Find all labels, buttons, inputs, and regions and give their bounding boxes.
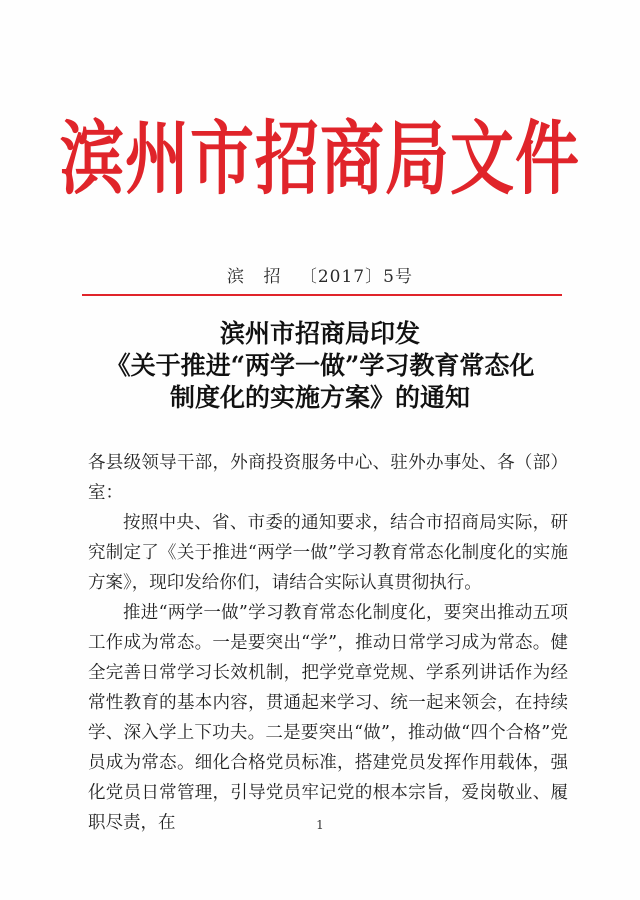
addressee-line: 各县级领导干部，外商投资服务中心、驻外办事处、各（部）室： <box>88 453 568 503</box>
document-number <box>0 262 640 287</box>
page-number: 1 <box>316 818 324 832</box>
title-line-3: 制度化的实施方案》的通知 <box>169 383 470 412</box>
doc-number-type: 招 <box>263 267 282 287</box>
title-line-2: 《关于推进“两学一做”学习教育常态化 <box>105 351 535 380</box>
title-line-1: 滨州市招商局印发 <box>219 319 420 348</box>
red-divider-line <box>82 294 562 296</box>
doc-number-year: 〔2017〕5号 <box>299 267 413 287</box>
body-paragraph-1: 按照中央、省、市委的通知要求，结合市招商局实际，研究制定了《关于推进“两学一做”学习教育常态化制度化的实施方案》，现印发给你们，请结合实际认真贯彻执行。 <box>88 513 568 593</box>
issuer-header: 滨州市招商局文件 <box>60 112 580 207</box>
document-title <box>0 318 640 414</box>
document-body <box>88 448 568 838</box>
body-paragraph-2: 推进“两学一做”学习教育常态化制度化，要突出推动五项工作成为常态。一是要突出“学”，推动日常学习成为常态。健全完善日常学习长效机制，把学党章党规、学系列讲话作为经常性教育的基本内容，贯通起来学习、统一起来领会，在持续学、深入学上下功夫。二是要突出“做”，推动做“四个合格”党员成为常态。细化合格党员标准，搭建党员发挥作用载体，强化党员日常管理，引导党员牢记党的根本宗旨，爱岗敬业、履职尽责，在 <box>88 603 568 833</box>
doc-number-prefix: 滨 <box>227 267 246 287</box>
